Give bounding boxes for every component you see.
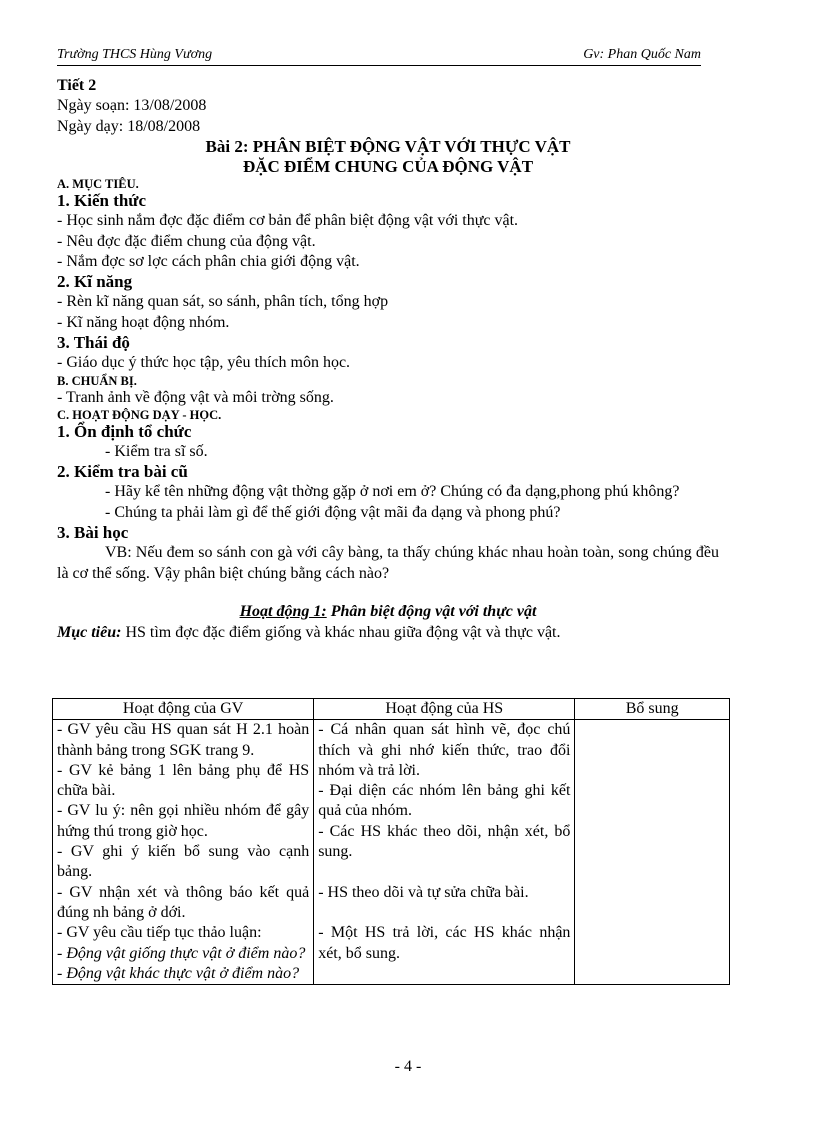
page-header [57,47,701,66]
goal-label: Mục tiêu: [57,623,122,641]
knowledge-item: - Nắm đợc sơ lợc cách phân chia giới động vật. [57,253,360,271]
activity-goal [57,623,719,643]
teacher-activity-cell [53,720,314,985]
discussion-question: - Động vật giống thực vật ở điểm nào? [57,944,306,962]
attitude-heading: 3. Thái độ [57,333,130,353]
knowledge-heading: 1. Kiến thức [57,191,147,211]
student-activity-item: - Đại diện các nhóm lên bảng ghi kết quả của nhóm. [318,782,571,820]
teacher-activity-item: - GV kẻ bảng 1 lên bảng phụ để HS chữa bài. [57,761,310,800]
skills-item: - Rèn kĩ năng quan sát, so sánh, phân tích, tổng hợp [57,293,389,311]
teacher-activity-item: - GV yêu cầu HS quan sát H 2.1 hoàn thành bảng trong SGK trang 9. [57,721,310,759]
lesson-content [57,76,719,643]
column-header: Hoạt động của HS [314,699,575,720]
table-row [53,720,730,985]
lesson-number: Tiết 2 [57,77,97,94]
page-number: - 4 - [394,1058,422,1075]
goal-text: HS tìm đợc đặc điểm giống và khác nhau giữa động vật và thực vật. [121,623,561,641]
student-activity-item: - Một HS trả lời, các HS khác nhận xét, bổ sung. [318,924,571,962]
teacher-activity-item: - GV ghi ý kiến bổ sung vào cạnh bảng. [57,843,310,881]
class-organization-item: - Kiểm tra sĩ số. [105,443,208,461]
student-activity-cell [314,720,575,985]
activity-name: Phân biệt động vật với thực vật [326,603,537,621]
teacher-activity-item: - GV lu ý: nên gọi nhiều nhóm để gây hứng thú trong giờ học. [57,802,310,840]
lesson-title: Bài 2: PHÂN BIỆT ĐỘNG VẬT VỚI THỰC VẬT [205,137,571,157]
activity-label: Hoạt động 1: [239,603,327,621]
section-b-heading: B. CHUẨN BỊ. [57,373,137,388]
activity-title [57,602,719,622]
class-organization-heading: 1. Ổn định tổ chức [57,422,192,442]
section-c-heading: C. HOẠT ĐỘNG DẠY - HỌC. [57,408,222,423]
spacer [318,903,570,923]
discussion-question: - Động vật khác thực vật ở điểm nào? [57,964,300,982]
review-question: - Hãy kể tên những động vật thờng gặp ở nơi em ở? Chúng có đa dạng,phong phú không? [105,483,680,501]
lesson-subtitle: ĐẶC ĐIỂM CHUNG CỦA ĐỘNG VẬT [242,157,534,177]
knowledge-item: - Nêu đợc đặc điểm chung của động vật. [57,232,316,250]
spacer [318,862,570,882]
skills-heading: 2. Kĩ năng [57,272,133,292]
teacher-name: Gv: Phan Quốc Nam [583,47,701,62]
school-name: Trường THCS Hùng Vương [57,47,213,62]
prep-date: Ngày soạn: 13/08/2008 [57,97,207,115]
lesson-heading: 3. Bài học [57,523,129,543]
skills-item: - Kĩ năng hoạt động nhóm. [57,313,230,331]
student-activity-item: - Các HS khác theo dõi, nhận xét, bổ sung. [318,822,571,861]
attitude-item: - Giáo dục ý thức học tập, yêu thích môn học. [57,354,351,372]
table-header-row [53,699,730,720]
review-question: - Chúng ta phải làm gì để thế giới động vật mãi đa dạng và phong phú? [105,503,561,521]
activity-table [52,698,730,985]
teacher-activity-item: - GV yêu cầu tiếp tục thảo luận: [57,924,262,942]
section-a-heading: A. MỤC TIÊU. [57,177,139,192]
student-activity-item: - HS theo dõi và tự sửa chữa bài. [318,883,529,901]
knowledge-item: - Học sinh nắm đợc đặc điểm cơ bản để phân biệt động vật với thực vật. [57,212,519,230]
student-activity-item: - Cá nhân quan sát hình vẽ, đọc chú thích và ghi nhớ kiến thức, trao đổi nhóm và trả lời. [318,721,571,779]
notes-cell [575,720,730,985]
preparation-item: - Tranh ảnh về động vật và môi trờng sống. [57,388,334,406]
column-header: Hoạt động của GV [53,699,314,720]
teacher-activity-item: - GV nhận xét và thông báo kết quả đúng nh bảng ở dới. [57,883,310,921]
review-heading: 2. Kiểm tra bài cũ [57,462,188,482]
teach-date: Ngày dạy: 18/08/2008 [57,117,201,135]
column-header: Bổ sung [575,699,730,720]
lesson-intro: VB: Nếu đem so sánh con gà với cây bàng, ta thấy chúng khác nhau hoàn toàn, song chúng đều là cơ thể sống. Vậy phân biệt chúng bằng cách nào? [57,544,719,582]
